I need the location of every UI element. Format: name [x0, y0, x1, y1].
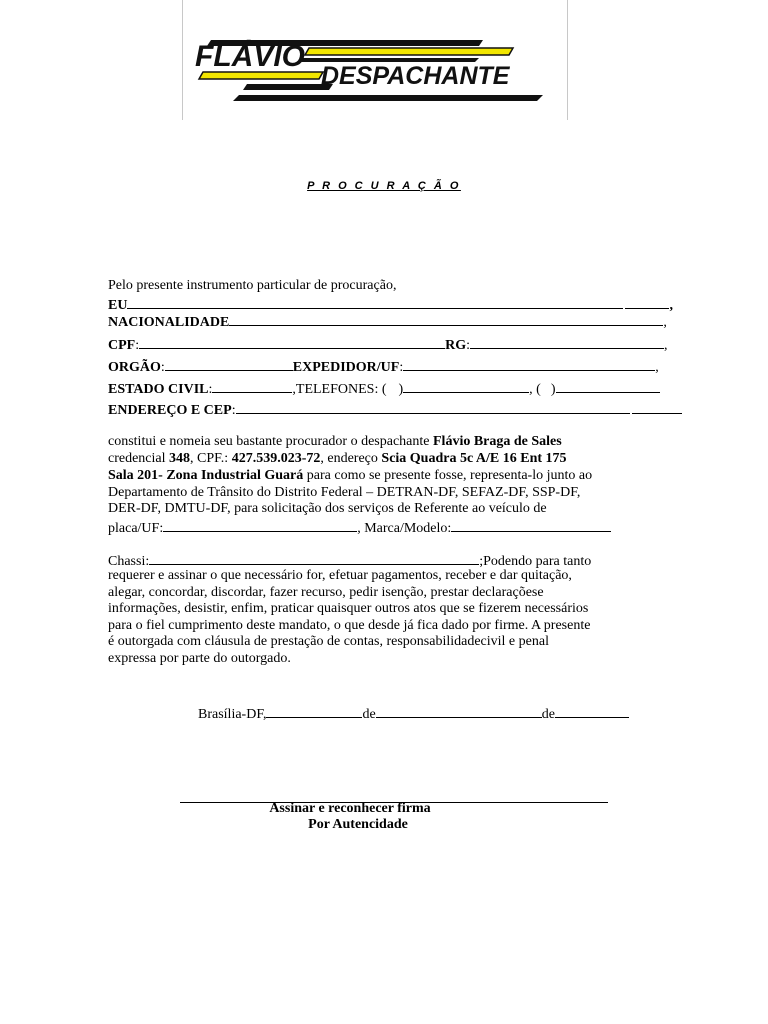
endereco-field[interactable] — [236, 400, 630, 414]
body-p2-line: informações, desistir, enfim, praticar quaisquer outros atos que se fizerem necessários — [108, 601, 589, 616]
intro-line: Pelo presente instrumento particular de procuração, — [108, 278, 397, 293]
placa-label: placa/UF: — [108, 521, 164, 536]
body-p2-line: requerer e assinar o que necessário for, efetuar pagamentos, receber e dar quitação, — [108, 568, 572, 583]
chassi-field[interactable] — [149, 551, 479, 565]
date-de: de — [541, 707, 555, 722]
body-p2-line: alegar, concordar, discordar, fazer recurso, pedir isenção, prestar declaraçõese — [108, 585, 544, 600]
body-p2-line: para o fiel cumprimento deste mandato, o que desde já fica dado por firme. A presente — [108, 618, 591, 633]
logo-stripe — [243, 84, 333, 90]
orgao-label: ORGÃO — [108, 360, 161, 375]
logo-graphic — [183, 0, 567, 118]
cpf-field[interactable] — [139, 335, 445, 349]
credential-number: 348 — [169, 451, 191, 466]
logo-stripe — [305, 48, 513, 55]
eu-field-extra[interactable] — [625, 295, 669, 309]
expedidor-label: EXPEDIDOR/UF — [292, 360, 400, 375]
chassi-label: Chassi: — [108, 554, 150, 569]
date-de: de — [362, 707, 376, 722]
logo — [182, 0, 568, 120]
date-month-field[interactable] — [376, 704, 542, 718]
cpf-rg-row: CPF: RG: , — [108, 335, 708, 354]
signature-instruction: Assinar e reconhecer firma — [269, 801, 431, 816]
attorney-cpf: 427.539.023-72 — [231, 451, 321, 466]
body-p2-line: expressa por parte do outorgado. — [108, 651, 291, 666]
telefones-label: ,TELEFONES: ( — [292, 382, 387, 397]
body-line-1 — [108, 434, 708, 450]
nacionalidade-field[interactable] — [229, 312, 663, 326]
eu-label: EU — [108, 298, 128, 313]
body-line-5: DER-DF, DMTU-DF, para solicitação dos serviços de Referente ao veículo de — [108, 501, 547, 516]
body-p2-line: é outorgada com cláusula de prestação de contas, responsabilidadecivil e penal — [108, 634, 549, 649]
date-day-field[interactable] — [266, 704, 362, 718]
orgao-row: ORGÃO: EXPEDIDOR/UF: , — [108, 357, 708, 376]
logo-stripe — [199, 72, 323, 79]
marca-field[interactable] — [451, 518, 611, 532]
body-text: constitui e nomeia seu bastante procurador o despachante — [108, 434, 433, 449]
attorney-name: Flávio Braga de Sales — [433, 434, 562, 449]
attorney-address: Scia Quadra 5c A/E 16 Ent 175 — [381, 451, 567, 466]
body-text: para como se presente fosse, representa-lo junto ao — [303, 468, 593, 483]
body-line-3 — [108, 468, 708, 484]
date-city: Brasília-DF, — [198, 707, 267, 722]
nacionalidade-row: NACIONALIDADE , — [108, 312, 708, 331]
estado-civil-row: ESTADO CIVIL: ,TELEFONES: ( ) , ( ) — [108, 379, 708, 398]
endereco-label: ENDEREÇO E CEP — [108, 403, 232, 418]
rg-label: RG — [445, 338, 467, 353]
marca-label: , Marca/Modelo: — [357, 521, 452, 536]
cep-field[interactable] — [632, 400, 682, 414]
logo-line1: FLÁVIO — [195, 40, 305, 73]
orgao-field[interactable] — [165, 357, 293, 371]
endereco-row: ENDEREÇO E CEP: — [108, 400, 708, 419]
eu-row: EU , — [108, 295, 708, 314]
body-text: , CPF.: — [190, 451, 232, 466]
body-text: ;Podendo para tanto — [479, 554, 592, 569]
body-line-4: Departamento de Trânsito do Distrito Federal – DETRAN-DF, SEFAZ-DF, SSP-DF, — [108, 485, 581, 500]
attorney-address-2: Sala 201- Zona Industrial Guará — [108, 468, 304, 483]
date-year-field[interactable] — [555, 704, 629, 718]
estado-civil-label: ESTADO CIVIL — [108, 382, 209, 397]
cpf-label: CPF — [108, 338, 136, 353]
expedidor-field[interactable] — [403, 357, 655, 371]
telefone2-field[interactable] — [556, 379, 660, 393]
body-line-2 — [108, 451, 708, 467]
body-text: credencial — [108, 451, 170, 466]
rg-field[interactable] — [470, 335, 664, 349]
estado-civil-field[interactable] — [212, 379, 292, 393]
placa-field[interactable] — [163, 518, 357, 532]
logo-line2: DESPACHANTE — [321, 62, 510, 90]
nacionalidade-label: NACIONALIDADE — [108, 315, 230, 330]
signature-note: Por Autencidade — [308, 817, 408, 832]
body-text: , endereço — [320, 451, 382, 466]
placa-row — [108, 518, 708, 537]
logo-stripe — [233, 95, 543, 101]
telefone1-field[interactable] — [403, 379, 529, 393]
eu-field[interactable] — [127, 295, 623, 309]
document-title: P R O C U R A Ç Ã O — [307, 180, 461, 192]
date-row — [198, 704, 768, 723]
